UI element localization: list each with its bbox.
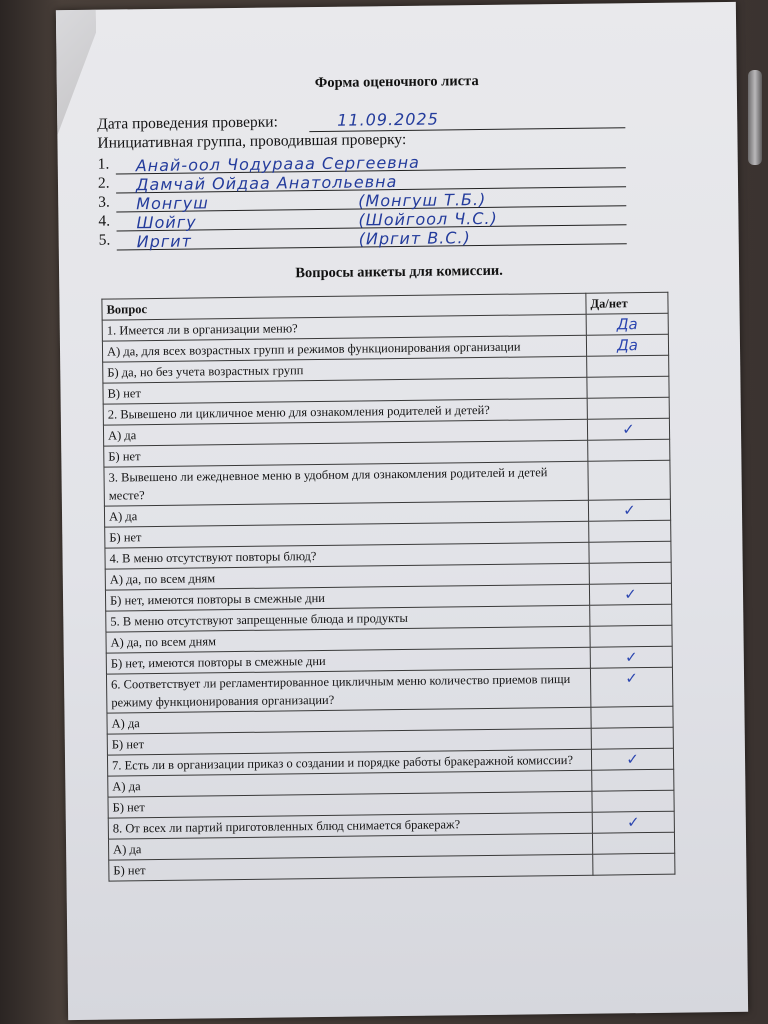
member-signature-decoding: (Шойгоол Ч.С.): [358, 208, 498, 230]
member-signature: Монгуш: [136, 193, 209, 214]
answer-mark: [587, 397, 669, 419]
answer-mark: ✓: [592, 811, 674, 833]
date-label: Дата проведения проверки:: [97, 113, 278, 133]
answer-option-text: Б) нет: [109, 854, 593, 881]
group-label: Инициативная группа, проводившая проверку:: [97, 130, 407, 152]
member-number: 2.: [97, 174, 110, 192]
question-text: 4. В меню отсутствуют повторы блюд?: [105, 542, 589, 569]
answer-mark: ✓: [590, 646, 672, 668]
answer-mark: [591, 706, 673, 728]
answer-mark: [587, 376, 669, 398]
answer-option-text: А) да: [108, 833, 592, 860]
question-row: [106, 667, 672, 713]
answer-mark: ✓: [588, 499, 670, 521]
answer-mark: [589, 562, 671, 584]
answer-option-text: Б) нет: [107, 728, 591, 755]
answer-mark: [593, 853, 675, 875]
column-header-question: Вопрос: [102, 293, 586, 320]
answer-option-text: А) да, для всех возрастных групп и режимов функционирования организации: [102, 335, 586, 362]
answer-option-text: Б) нет, имеются повторы в смежные дни: [106, 647, 590, 674]
member-signature: Иргит: [136, 231, 193, 252]
answer-mark: [591, 727, 673, 749]
form-title: Форма оценочного листа: [314, 73, 479, 92]
answer-mark: [589, 520, 671, 542]
question-text: 6. Соответствует ли регламентированное цикличным меню количество приемов пищи режиму функционирования организации?: [106, 668, 590, 713]
answer-mark: [592, 769, 674, 791]
answer-option-text: Б) нет, имеются повторы в смежные дни: [105, 584, 589, 611]
member-number: 1.: [97, 155, 110, 173]
answer-option-text: А) да, по всем дням: [106, 626, 590, 653]
member-signature: Шойгу: [136, 212, 197, 233]
question-text: 3. Вывешено ли ежедневное меню в удобном для ознакомления родителей и детей месте?: [104, 461, 588, 506]
member-number: 4.: [98, 212, 111, 230]
question-text: 8. От всех ли партий приготовленных блюд снимается бракераж?: [108, 812, 592, 839]
column-header-answer: Да/нет: [586, 292, 668, 314]
answer-option-text: Б) нет: [104, 440, 588, 467]
question-row: [104, 460, 670, 506]
answer-option-text: В) нет: [103, 377, 587, 404]
answer-mark: [592, 790, 674, 812]
answer-mark: ✓: [589, 583, 671, 605]
answer-mark: [587, 355, 669, 377]
folded-corner: [56, 10, 98, 135]
section-title: Вопросы анкеты для комиссии.: [295, 262, 503, 282]
answer-mark: Да: [586, 334, 668, 356]
answer-option-text: Б) нет: [108, 791, 592, 818]
answer-mark: ✓: [587, 418, 669, 440]
question-text: 2. Вывешено ли цикличное меню для ознакомления родителей и детей?: [103, 398, 587, 425]
answer-option-text: А) да: [103, 419, 587, 446]
answer-mark: [592, 832, 674, 854]
member-number: 5.: [98, 231, 111, 249]
answer-option-text: А) да: [108, 770, 592, 797]
binder-clip: [748, 70, 762, 165]
answer-option-text: А) да: [104, 500, 588, 527]
answer-option-text: А) да: [107, 707, 591, 734]
member-number: 3.: [98, 193, 110, 211]
member-signature: Анай-оол Чодурааа Сергеевна: [135, 152, 421, 176]
answer-mark: ✓: [590, 667, 672, 707]
member-signature: Дамчай Ойдаа Анатольевна: [135, 172, 398, 195]
member-signature-decoding: (Монгуш Т.Б.): [358, 189, 487, 211]
questions-table: [101, 292, 675, 882]
answer-option-text: Б) нет: [105, 521, 589, 548]
answer-mark: [588, 460, 670, 500]
answer-mark: [590, 625, 672, 647]
answer-mark: [588, 439, 670, 461]
answer-mark: Да: [586, 313, 668, 335]
question-text: 5. В меню отсутствуют запрещенные блюда и продукты: [106, 605, 590, 632]
question-text: 7. Есть ли в организации приказ о создании и порядке работы бракеражной комиссии?: [107, 749, 591, 776]
answer-option-text: А) да, по всем дням: [105, 563, 589, 590]
document-page: [56, 2, 748, 1020]
answer-option-text: Б) да, но без учета возрастных групп: [103, 356, 587, 383]
answer-mark: ✓: [591, 748, 673, 770]
answer-mark: [589, 541, 671, 563]
answer-mark: [590, 604, 672, 626]
date-value: 11.09.2025: [337, 109, 439, 130]
member-signature-decoding: (Иргит В.С.): [358, 228, 471, 249]
question-text: 1. Имеется ли в организации меню?: [102, 314, 586, 341]
